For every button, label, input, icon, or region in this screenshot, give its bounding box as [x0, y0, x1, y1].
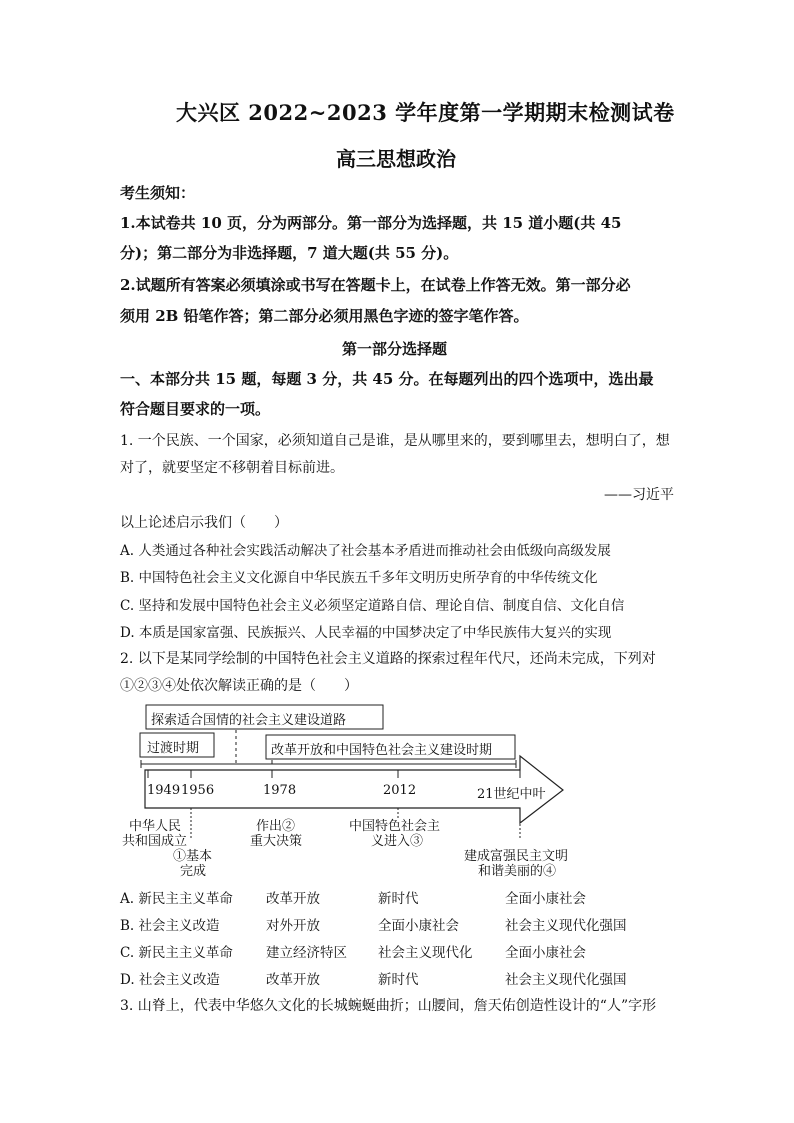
annotation-1-line-2: 完成: [180, 864, 207, 879]
q1-option-d[interactable]: D. 本质是国家富强、民族振兴、人民幸福的中国梦决定了中华民族伟大复兴的实现: [120, 625, 612, 641]
annotation-4-line-1: 建成富强民主文明: [464, 849, 569, 864]
q1-option-c[interactable]: C. 坚持和发展中国特色社会主义必须坚定道路自信、理论自信、制度自信、文化自信: [120, 598, 625, 614]
year-1956: 1956: [181, 783, 215, 798]
notice-heading: 考生须知：: [120, 184, 196, 202]
annotation-3-line-2: 义进入③: [371, 834, 424, 849]
q2-option-b-col-2: 对外开放: [266, 918, 320, 934]
q2-option-b-col-4: 社会主义现代化强国: [505, 918, 627, 934]
annotation-prc-line-1: 中华人民: [129, 819, 182, 834]
notice-item-2-line-2: 须用 2B 铅笔作答；第二部分必须用黑色字迹的签字笔作答。: [120, 307, 529, 325]
q2-text-line-2: ①②③④处依次解读正确的是（ ）: [120, 678, 358, 694]
q2-option-a-col-4: 全面小康社会: [505, 891, 586, 907]
q2-option-a-col-2: 改革开放: [266, 891, 320, 907]
year-2012: 2012: [383, 783, 417, 798]
part1-instruction-line-2: 符合题目要求的一项。: [120, 400, 271, 418]
q2-option-b-col-1: B. 社会主义改造: [120, 918, 220, 934]
annotation-1-line-1: ①基本: [173, 849, 213, 864]
q2-option-a-col-1: A. 新民主主义革命: [120, 891, 233, 907]
box-reform-label: 改革开放和中国特色社会主义建设时期: [271, 743, 493, 758]
q2-text-line-1: 2. 以下是某同学绘制的中国特色社会主义道路的探索过程年代尺，还尚未完成，下列对: [120, 651, 656, 667]
year-1949: 1949: [147, 783, 181, 798]
box-explore-label: 探索适合国情的社会主义建设道路: [151, 713, 347, 728]
notice-item-2-line-1: 2.试题所有答案必须填涂或书写在答题卡上，在试卷上作答无效。第一部分必: [120, 276, 631, 294]
q2-option-c-col-3: 社会主义现代化: [378, 945, 473, 961]
notice-item-1-line-1: 1.本试卷共 10 页，分为两部分。第一部分为选择题，共 15 道小题(共 45: [120, 214, 622, 232]
annotation-4-line-2: 和谐美丽的④: [478, 864, 557, 879]
q2-option-d-col-2: 改革开放: [266, 972, 320, 988]
annotation-3-line-1: 中国特色社会主: [349, 819, 441, 834]
q2-option-d-col-4: 社会主义现代化强国: [505, 972, 627, 988]
q1-text-line-2: 对了，就要坚定不移朝着目标前进。: [120, 460, 344, 476]
year-21c: 21世纪中叶: [477, 787, 546, 802]
q2-option-c-col-1: C. 新民主主义革命: [120, 945, 233, 961]
part1-instruction-line-1: 一、本部分共 15 题，每题 3 分，共 45 分。在每题列出的四个选项中，选出最: [120, 370, 654, 388]
q2-option-d-col-1: D. 社会主义改造: [120, 972, 220, 988]
box-transition-label: 过渡时期: [147, 741, 200, 756]
notice-item-1-line-2: 分)；第二部分为非选择题，7 道大题(共 55 分)。: [120, 244, 459, 262]
q1-attribution: ——习近平: [604, 487, 674, 503]
q2-option-c-col-4: 全面小康社会: [505, 945, 586, 961]
q2-option-b-col-3: 全面小康社会: [378, 918, 459, 934]
exam-subtitle: 高三思想政治: [336, 147, 456, 171]
annotation-2-line-2: 重大决策: [250, 834, 303, 849]
q2-option-d-col-3: 新时代: [378, 972, 419, 988]
q1-stem: 以上论述启示我们（ ）: [120, 515, 288, 531]
year-1978: 1978: [263, 783, 297, 798]
q1-option-b[interactable]: B. 中国特色社会主义文化源自中华民族五千多年文明历史所孕育的中华传统文化: [120, 570, 598, 586]
q1-text-line-1: 1. 一个民族、一个国家，必须知道自己是谁，是从哪里来的，要到哪里去，想明白了，想: [120, 433, 670, 449]
q1-option-a[interactable]: A. 人类通过各种社会实践活动解决了社会基本矛盾进而推动社会由低级向高级发展: [120, 543, 611, 559]
q2-option-c-col-2: 建立经济特区: [266, 945, 347, 961]
q3-text-line-1: 3. 山脊上，代表中华悠久文化的长城蜿蜒曲折；山腰间，詹天佑创造性设计的“人”字形: [120, 998, 657, 1014]
part1-heading: 第一部分选择题: [342, 340, 448, 358]
exam-title: 大兴区 2022~2023 学年度第一学期期末检测试卷: [176, 100, 675, 125]
annotation-prc-line-2: 共和国成立: [122, 834, 188, 849]
annotation-2-line-1: 作出②: [256, 819, 296, 834]
q2-option-a-col-3: 新时代: [378, 891, 419, 907]
